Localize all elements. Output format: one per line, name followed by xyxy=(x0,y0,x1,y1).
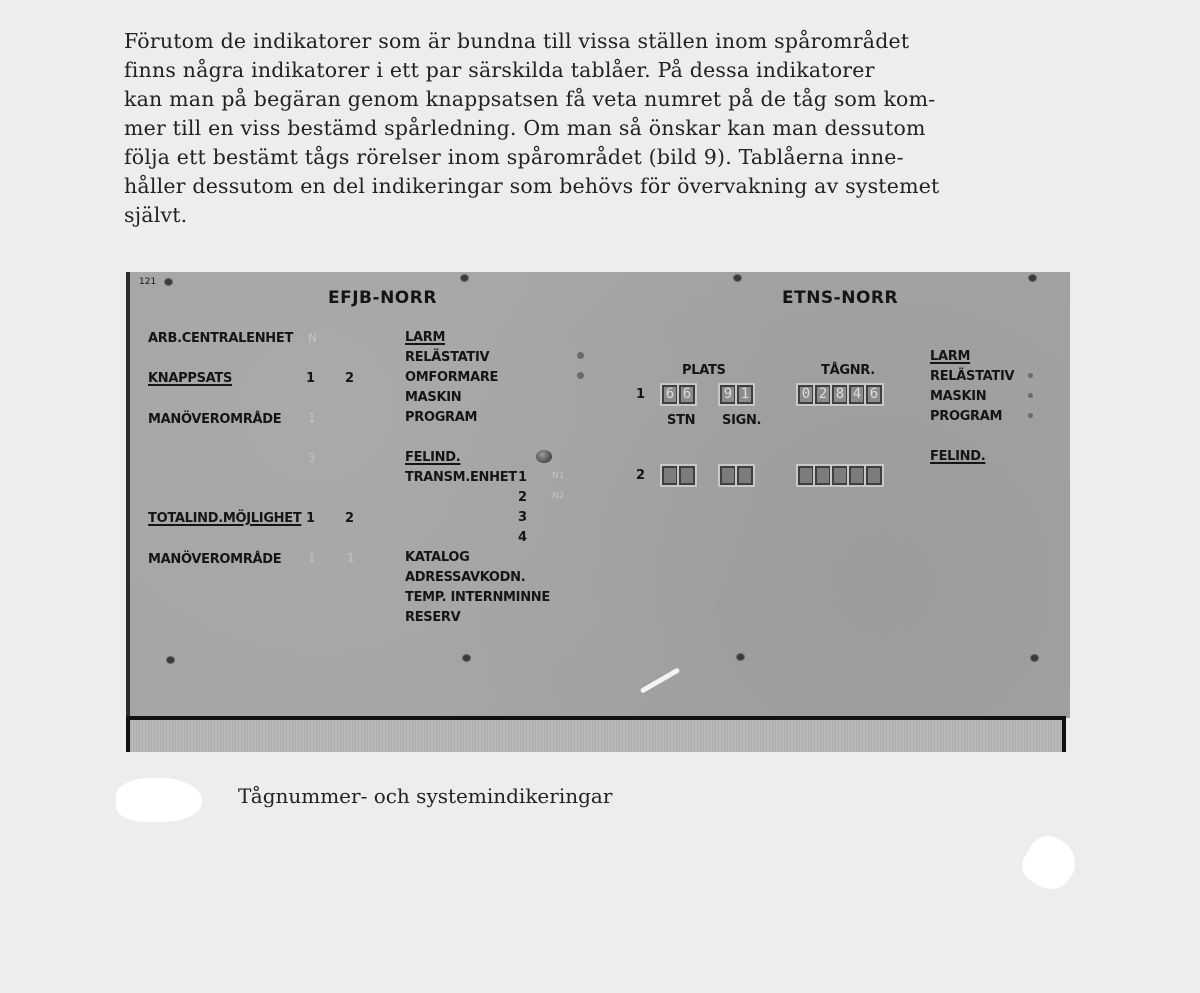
paragraph-line: Förutom de indikatorer som är bundna till vissa ställen inom spårområdet xyxy=(124,29,910,53)
alarm-lamp-icon xyxy=(577,352,584,359)
row-label-1: 1 xyxy=(636,387,645,402)
display-sign-row1 xyxy=(720,385,753,404)
screw-icon xyxy=(733,274,742,282)
body-paragraph xyxy=(124,27,1084,230)
label-felind-right: FELIND. xyxy=(930,449,986,464)
indicator-lamp-1: 1 xyxy=(347,551,355,565)
screw-icon xyxy=(1030,654,1039,662)
transm-number-4: 4 xyxy=(518,530,527,545)
label-plats: PLATS xyxy=(682,363,726,378)
paragraph-line: kan man på begäran genom knappsatsen få veta numret på de tåg som kom- xyxy=(124,87,936,111)
display-digit xyxy=(866,466,882,485)
screw-icon xyxy=(164,278,173,286)
alarm-lamp-icon xyxy=(577,372,584,379)
photo-scratch xyxy=(640,667,681,693)
alarm-lamp-icon xyxy=(1028,413,1033,418)
label-katalog: KATALOG xyxy=(405,550,470,565)
display-digit: 6 xyxy=(679,385,695,404)
label-temp-internminne: TEMP. INTERNMINNE xyxy=(405,590,550,605)
label-maskin-right: MASKIN xyxy=(930,389,987,404)
label-stn: STN xyxy=(667,413,696,428)
display-digit: 9 xyxy=(720,385,736,404)
display-digit xyxy=(720,466,736,485)
label-arb-centralenhet: ARB.CENTRALENHET xyxy=(148,331,294,346)
label-totalind-mojlighet: TOTALIND.MÖJLIGHET xyxy=(148,511,302,526)
indicator-lamp-3: 3 xyxy=(308,451,316,465)
figure-caption: Tågnummer- och systemindikeringar xyxy=(238,784,613,808)
transm-number-2: 2 xyxy=(518,490,527,505)
display-digit: 6 xyxy=(866,385,882,404)
screw-icon xyxy=(166,656,175,664)
label-reserv: RESERV xyxy=(405,610,461,625)
display-digit xyxy=(798,466,814,485)
display-digit xyxy=(679,466,695,485)
display-digit xyxy=(737,466,753,485)
label-larm-right: LARM xyxy=(930,349,971,364)
label-maskin: MASKIN xyxy=(405,390,462,405)
paragraph-line: finns några indikatorer i ett par särskilda tablåer. På dessa indikatorer xyxy=(124,58,875,82)
display-digit xyxy=(815,466,831,485)
display-digit: 8 xyxy=(832,385,848,404)
display-digit: 0 xyxy=(798,385,814,404)
label-tagnr: TÅGNR. xyxy=(821,363,875,378)
paragraph-line: följa ett bestämt tågs rörelser inom spårområdet (bild 9). Tablåerna inne- xyxy=(124,145,904,169)
panel-base xyxy=(126,716,1066,752)
plate-number: 121 xyxy=(139,277,157,287)
display-sign-row2 xyxy=(720,466,753,485)
totalind-indicator-2: 2 xyxy=(345,511,354,526)
label-program: PROGRAM xyxy=(405,410,478,425)
indicator-lamp-1: 1 xyxy=(308,551,316,565)
display-digit xyxy=(849,466,865,485)
paragraph-line: mer till en viss bestämd spårledning. Om man så önskar kan man dessutom xyxy=(124,116,926,140)
paragraph-line: håller dessutom en del indikeringar som behövs för övervakning av systemet xyxy=(124,174,940,198)
label-larm: LARM xyxy=(405,330,446,345)
screw-icon xyxy=(1028,274,1037,282)
indicator-lamp-n2: N2 xyxy=(552,491,565,501)
totalind-indicator-1: 1 xyxy=(306,511,315,526)
transm-number-1: 1 xyxy=(518,470,527,485)
label-transm-enhet: TRANSM.ENHET xyxy=(405,470,517,485)
panel-title-left: EFJB-NORR xyxy=(328,288,437,308)
label-manoveromrade: MANÖVEROMRÅDE xyxy=(148,412,282,427)
display-tagnr-row1 xyxy=(798,385,882,404)
photo-blemish xyxy=(116,778,202,822)
row-label-2: 2 xyxy=(636,468,645,483)
indicator-lamp-1: 1 xyxy=(308,411,316,425)
indicator-panel-photo xyxy=(126,272,1070,718)
display-digit: 6 xyxy=(662,385,678,404)
alarm-lamp-icon xyxy=(1028,373,1033,378)
label-knappsats: KNAPPSATS xyxy=(148,371,233,386)
label-relastativ: RELÄSTATIV xyxy=(405,350,490,365)
screw-icon xyxy=(462,654,471,662)
panel-title-right: ETNS-NORR xyxy=(782,288,899,308)
display-digit: 1 xyxy=(737,385,753,404)
indicator-lamp-n: N xyxy=(308,331,317,345)
display-stn-row1 xyxy=(662,385,695,404)
paragraph-line: självt. xyxy=(124,203,188,227)
transm-number-3: 3 xyxy=(518,510,527,525)
display-digit: 4 xyxy=(849,385,865,404)
photo-blemish xyxy=(1016,829,1084,897)
label-relastativ-right: RELÄSTATIV xyxy=(930,369,1015,384)
knappsats-indicator-2: 2 xyxy=(345,371,354,386)
screw-icon xyxy=(460,274,469,282)
label-program-right: PROGRAM xyxy=(930,409,1003,424)
label-adressavkodn: ADRESSAVKODN. xyxy=(405,570,526,585)
display-digit xyxy=(662,466,678,485)
display-stn-row2 xyxy=(662,466,695,485)
label-felind: FELIND. xyxy=(405,450,461,465)
indicator-lamp-n1: N1 xyxy=(552,471,565,481)
screw-icon xyxy=(736,653,745,661)
display-digit: 2 xyxy=(815,385,831,404)
label-sign: SIGN. xyxy=(722,413,762,428)
knappsats-indicator-1: 1 xyxy=(306,371,315,386)
label-omformare: OMFORMARE xyxy=(405,370,499,385)
alarm-lamp-icon xyxy=(1028,393,1033,398)
fault-lamp-icon xyxy=(536,450,552,463)
display-digit xyxy=(832,466,848,485)
display-tagnr-row2 xyxy=(798,466,882,485)
label-manoveromrade-2: MANÖVEROMRÅDE xyxy=(148,552,282,567)
